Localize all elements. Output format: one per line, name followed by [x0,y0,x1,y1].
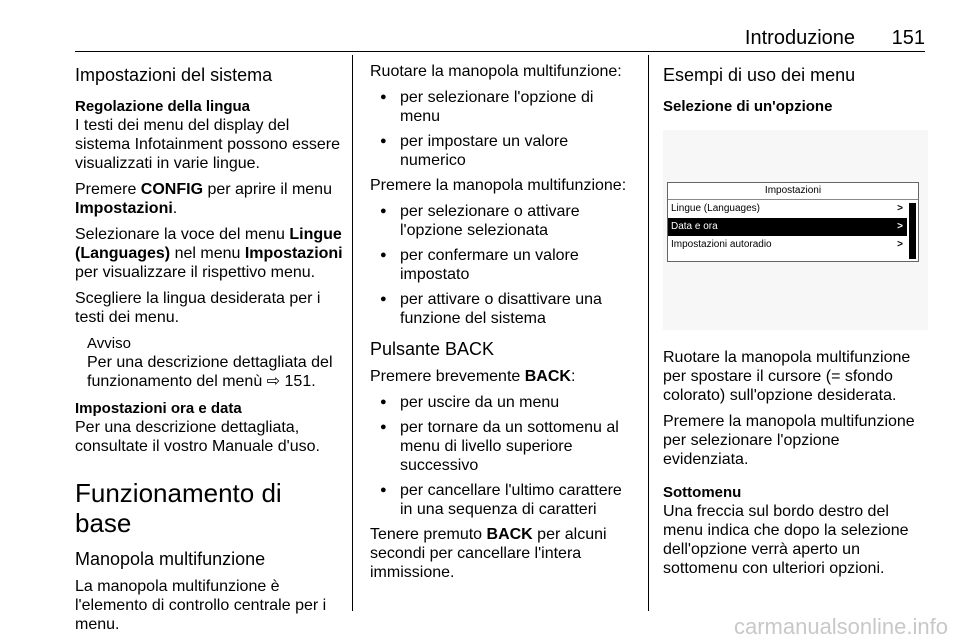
header-title: Introduzione [744,27,855,49]
chevron-right-icon: > [897,203,903,214]
paragraph: Ruotare la manopola multifunzione per spostare il cursore (= sfondo colorato) sull'opzione desiderata. [663,349,911,404]
bullet-list [370,393,635,519]
paragraph: I testi dei menu del display del sistema Infotainment possono essere visualizzati in varie lingue. [75,117,341,172]
menu-ref: Lingue (Languages) [75,226,342,262]
note-box [75,334,345,391]
text: Premere [75,181,141,198]
section-heading: Manopola multifunzione [75,549,266,569]
chevron-right-icon: > [897,221,903,232]
text: per visualizzare il rispettivo menu. [75,264,316,281]
paragraph [75,225,345,282]
display-screen [667,182,919,262]
column-2 [370,62,635,589]
menu-item-selected [668,218,907,236]
column-1 [75,62,345,641]
paragraph: Per una descrizione dettagliata, consultate il vostro Manuale d'uso. [75,419,320,455]
subheading: Sottomenu [663,484,742,501]
page-reference-link[interactable]: ⇨ 151. [266,373,316,390]
watermark: carmanualsonline.info [733,614,948,639]
button-ref: BACK [524,368,571,385]
list-item: ● per selezionare o attivare l'opzione selezionata [370,202,635,240]
section-heading: Esempi di uso dei menu [663,65,856,85]
list-item: ● per cancellare l'ultimo carattere in una sequenza di caratteri [370,481,635,519]
subheading: Impostazioni ora e data [75,400,242,417]
note-text [87,353,345,391]
section-heading: Impostazioni del sistema [75,65,273,85]
menu-item-label: Impostazioni autoradio [671,239,772,250]
menu-item [668,200,907,218]
text: Per una descrizione dettagliata del funzionamento del menù [87,354,333,390]
text: per aprire il menu [203,181,332,198]
bullet-list [370,88,635,170]
text: per alcuni secondi per cancellare l'intera immissione. [370,526,607,581]
menu-item-label: Data e ora [671,221,718,232]
paragraph: Scegliere la lingua desiderata per i testi dei menu. [75,290,321,326]
column-divider [352,55,353,611]
menu-ref: Impostazioni [244,245,343,262]
paragraph: Una freccia sul bordo destro del menu indica che dopo la selezione dell'opzione verrà aperto un sottomenu con ulteriori opzioni. [663,503,909,577]
text: Premere brevemente [370,368,525,385]
column-3 [663,62,928,585]
list-item: ● per tornare da un sottomenu al menu di livello superiore successivo [370,418,635,475]
button-ref: BACK [486,526,533,543]
subheading: Selezione di un'opzione [663,98,833,115]
menu-ref: Impostazioni [75,200,173,217]
menu-item [668,236,907,254]
text: : [570,368,576,385]
text: Selezionare la voce del menu [75,226,290,243]
subheading: Regolazione della lingua [75,98,251,115]
bullet-list [370,202,635,328]
text: nel menu [170,245,245,262]
display-illustration [663,130,928,330]
paragraph [370,525,635,582]
paragraph [370,367,635,386]
paragraph: La manopola multifunzione è l'elemento di controllo centrale per i menu. [75,578,327,633]
text: . [172,200,178,217]
paragraph: Premere la manopola multifunzione per selezionare l'opzione evidenziata. [663,413,915,468]
page-header [75,27,925,52]
list-item: ● per impostare un valore numerico [370,132,635,170]
scrollbar [909,203,916,259]
text: Tenere premuto [370,526,487,543]
column-divider [648,55,649,611]
list-item: ● per confermare un valore impostato [370,246,635,284]
paragraph: Ruotare la manopola multifunzione: [370,63,622,80]
section-heading: Pulsante BACK [370,339,495,359]
menu-item-label: Lingue (Languages) [671,203,760,214]
list-item: ● per uscire da un menu [370,393,635,412]
chapter-heading: Funzionamento di base [75,478,282,538]
list-item: ● per selezionare l'opzione di menu [370,88,635,126]
chevron-right-icon: > [897,239,903,250]
page-number: 151 [891,27,925,49]
button-ref: CONFIG [140,181,204,198]
screen-title: Impostazioni [668,183,918,200]
note-title: Avviso [87,335,131,352]
paragraph: Premere la manopola multifunzione: [370,177,627,194]
paragraph [75,180,345,218]
list-item: ● per attivare o disattivare una funzione del sistema [370,290,635,328]
